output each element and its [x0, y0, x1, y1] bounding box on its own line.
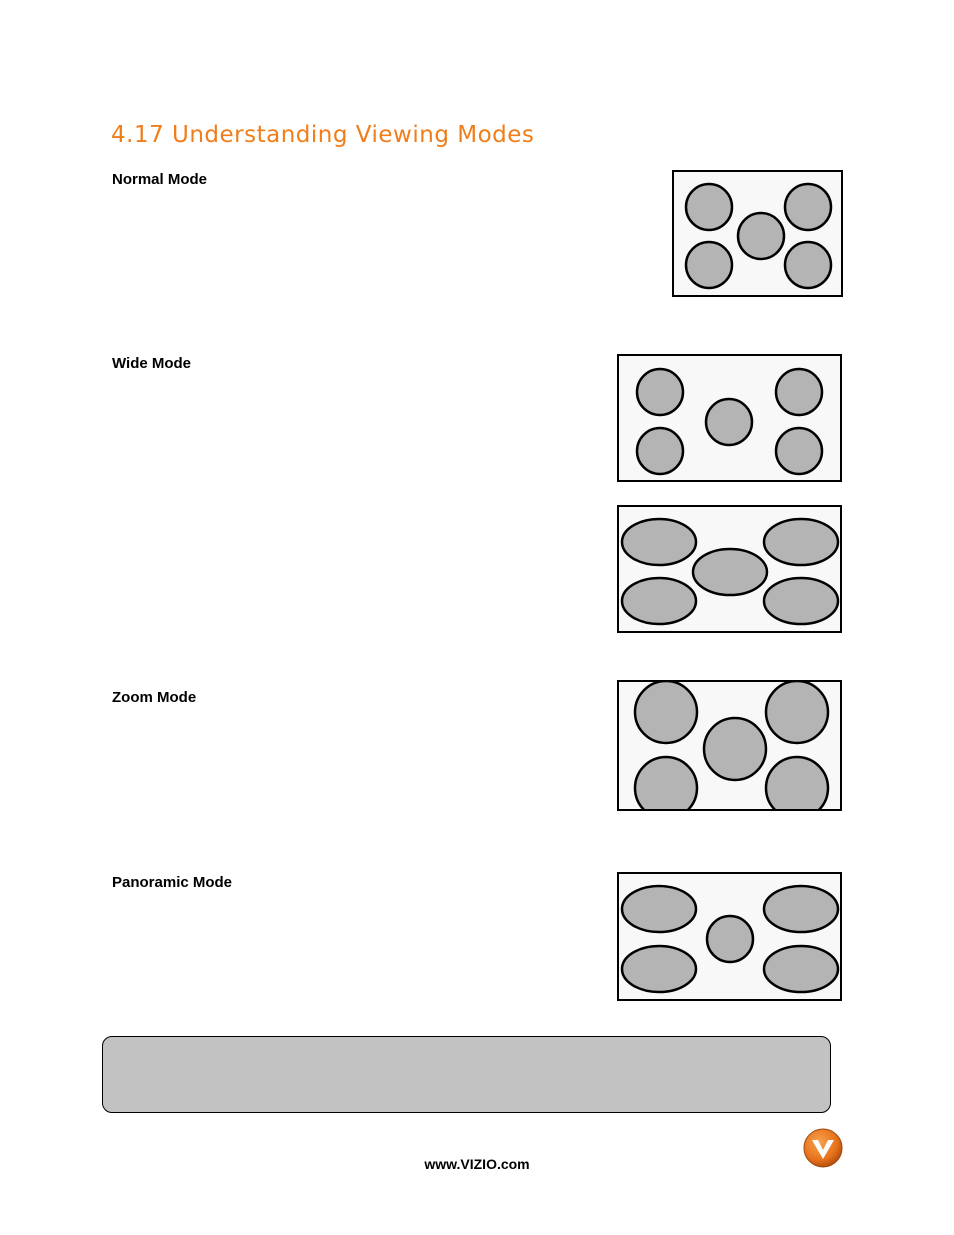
diagram-circle — [635, 757, 697, 811]
diagram-circle — [776, 369, 822, 415]
diagram-circle — [704, 718, 766, 780]
mode-label-zoom: Zoom Mode — [112, 689, 197, 706]
zoom-mode-diagram — [617, 680, 842, 811]
diagram-ellipse — [693, 549, 767, 595]
note-box — [102, 1036, 831, 1113]
diagram-ellipse — [764, 946, 838, 992]
mode-label-wide: Wide Mode — [112, 355, 192, 372]
diagram-circle — [785, 184, 831, 230]
diagram-circle — [776, 428, 822, 474]
mode-label-panoramic: Panoramic Mode — [112, 874, 233, 891]
wide-mode-diagram-after — [617, 505, 842, 633]
panoramic-mode-diagram — [617, 872, 842, 1001]
normal-mode-diagram — [672, 170, 843, 297]
diagram-ellipse — [622, 519, 696, 565]
diagram-circle — [785, 242, 831, 288]
diagram-ellipse — [764, 578, 838, 624]
diagram-circle — [637, 428, 683, 474]
diagram-ellipse — [764, 519, 838, 565]
diagram-circle — [766, 757, 828, 811]
mode-label-normal: Normal Mode — [112, 171, 208, 188]
diagram-circle — [707, 916, 753, 962]
diagram-ellipse — [764, 886, 838, 932]
diagram-ellipse — [622, 578, 696, 624]
vizio-v-logo-icon — [803, 1128, 843, 1168]
diagram-ellipse — [622, 886, 696, 932]
diagram-circle — [738, 213, 784, 259]
diagram-circle — [686, 184, 732, 230]
footer-url: www.VIZIO.com — [424, 1156, 530, 1172]
diagram-circle — [706, 399, 752, 445]
diagram-circle — [637, 369, 683, 415]
wide-mode-diagram-before — [617, 354, 842, 482]
page-title: 4.17 Understanding Viewing Modes — [111, 122, 535, 148]
diagram-circle — [635, 682, 697, 743]
diagram-circle — [766, 682, 828, 743]
diagram-ellipse — [622, 946, 696, 992]
diagram-circle — [686, 242, 732, 288]
